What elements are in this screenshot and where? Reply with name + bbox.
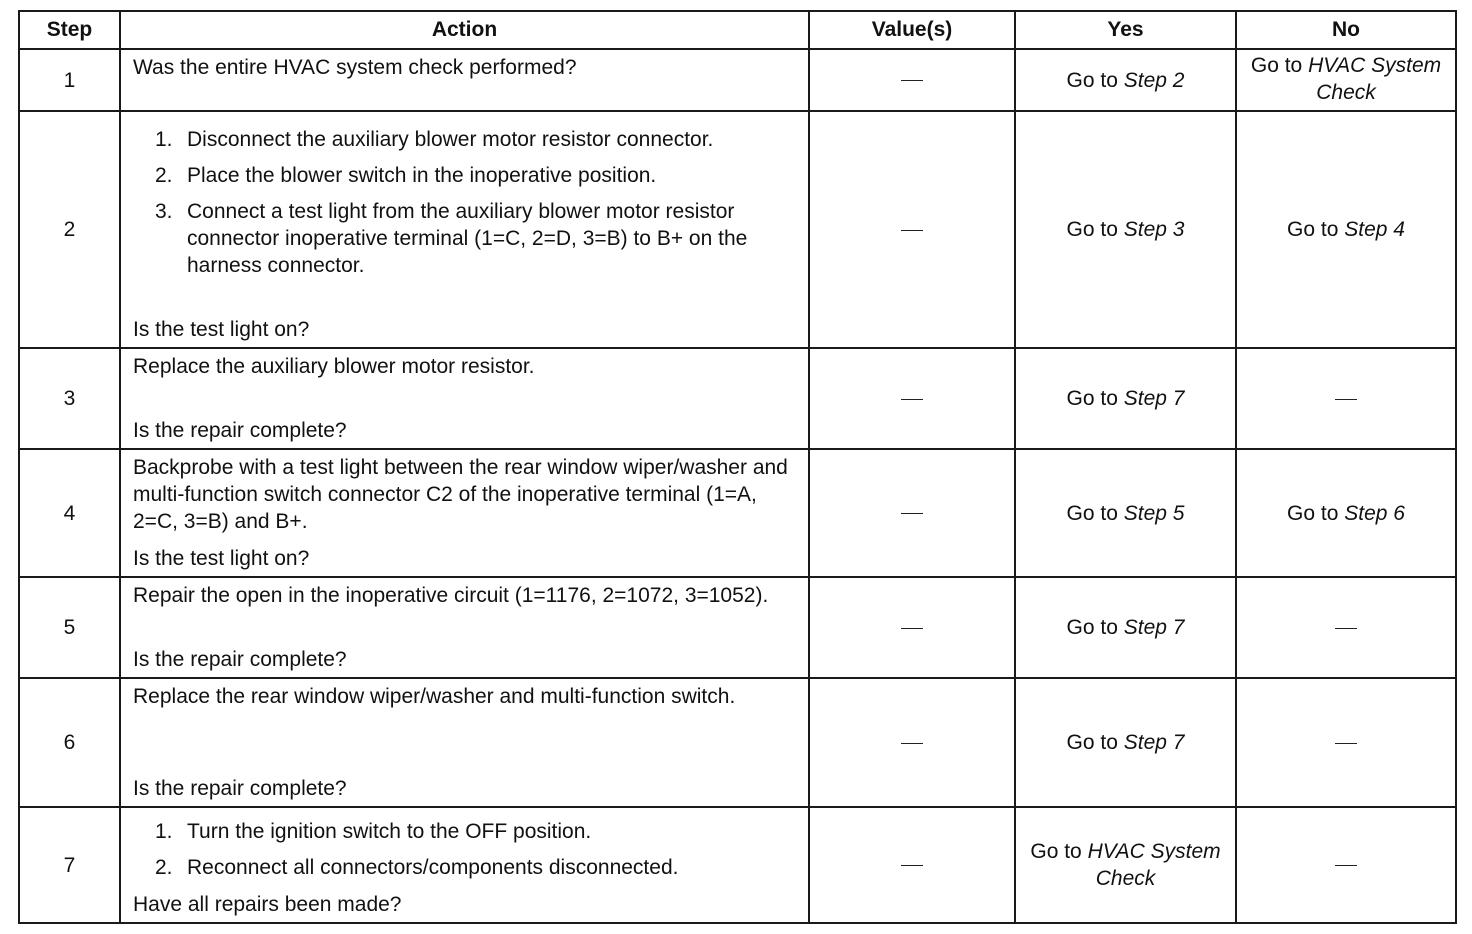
no-link[interactable]: Step 6 [1344,501,1405,525]
diagnostic-table-container [18,10,1457,924]
action-cell [120,577,809,678]
yes-cell [1015,577,1236,678]
yes-link[interactable]: Step 2 [1123,68,1185,92]
action-cell [120,807,809,923]
yes-cell [1015,807,1236,923]
value-dash [901,513,923,514]
action-cell [120,348,809,449]
no-dash [1335,628,1357,629]
no-cell [1236,678,1456,807]
value-cell [809,348,1015,449]
no-cell [1236,577,1456,678]
header-no: No [1236,11,1456,49]
value-cell [809,111,1015,348]
table-row [19,449,1456,577]
yes-cell [1015,49,1236,111]
action-list [133,818,800,890]
yes-link[interactable]: Step 7 [1123,616,1185,639]
list-item: 1. Turn the ignition switch to the OFF position. [155,820,592,843]
no-cell [1236,807,1456,923]
yes-link[interactable]: HVAC System Check [1087,840,1221,890]
yes-cell [1015,111,1236,348]
action-text: Was the entire HVAC system check performed? [133,56,577,79]
table-row [19,49,1456,111]
step-number: 4 [19,449,120,577]
value-cell [809,577,1015,678]
value-cell [809,49,1015,111]
action-question: Is the repair complete? [133,777,347,800]
yes-cell [1015,678,1236,807]
action-text: Replace the rear window wiper/washer and multi-function switch. [133,685,736,708]
header-step: Step [19,11,120,49]
yes-prefix: Go to [1066,501,1124,525]
yes-prefix: Go to [1066,68,1124,92]
yes-link[interactable]: Step 7 [1123,387,1185,410]
value-cell [809,678,1015,807]
diagnostic-table [18,10,1457,924]
value-cell [809,449,1015,577]
list-item: 2. Place the blower switch in the inoperative position. [155,164,657,187]
no-link[interactable]: HVAC System Check [1308,54,1442,104]
list-item: 2. Reconnect all connectors/components disconnected. [155,856,679,879]
action-question: Is the repair complete? [133,419,347,442]
table-row [19,348,1456,449]
no-cell [1236,49,1456,111]
yes-link[interactable]: Step 5 [1123,501,1185,525]
action-cell [120,111,809,348]
list-item: 3. Connect a test light from the auxiliary blower motor resistor connector inoperative terminal (1=C, 2=D, 3=B) to B+ on the harness connector. [155,200,748,277]
step-number: 3 [19,348,120,449]
action-question: Is the test light on? [133,547,310,570]
header-yes: Yes [1015,11,1236,49]
action-question: Have all repairs been made? [133,893,402,916]
value-dash [901,230,923,231]
no-prefix: Go to [1287,218,1345,241]
action-cell [120,449,809,577]
value-dash [901,865,923,866]
table-row [19,577,1456,678]
value-cell [809,807,1015,923]
step-number: 2 [19,111,120,348]
no-dash [1335,743,1357,744]
header-values: Value(s) [809,11,1015,49]
no-cell [1236,449,1456,577]
table-row [19,807,1456,923]
step-number: 1 [19,49,120,111]
value-dash [901,399,923,400]
step-number: 6 [19,678,120,807]
header-row [19,11,1456,49]
value-dash [901,628,923,629]
yes-prefix: Go to [1066,616,1124,639]
no-dash [1335,865,1357,866]
action-cell [120,678,809,807]
action-list [133,126,800,288]
yes-cell [1015,449,1236,577]
table-row [19,678,1456,807]
no-prefix: Go to [1250,54,1309,77]
no-link[interactable]: Step 4 [1344,218,1405,241]
value-dash [901,80,923,81]
value-dash [901,743,923,744]
yes-prefix: Go to [1066,387,1124,410]
no-cell [1236,111,1456,348]
action-cell [120,49,809,111]
yes-link[interactable]: Step 7 [1123,731,1185,754]
no-dash [1335,399,1357,400]
action-text: Backprobe with a test light between the rear window wiper/washer and multi-function switch connector C2 of the inoperative terminal (1=A, 2=C, 3=B) and B+. [133,456,788,533]
yes-link[interactable]: Step 3 [1123,218,1185,241]
yes-prefix: Go to [1030,840,1088,863]
table-row [19,111,1456,348]
step-number: 5 [19,577,120,678]
action-question: Is the repair complete? [133,648,347,671]
action-text: Replace the auxiliary blower motor resistor. [133,355,535,378]
action-question: Is the test light on? [133,318,310,341]
yes-cell [1015,348,1236,449]
header-action: Action [120,11,809,49]
action-text: Repair the open in the inoperative circuit (1=1176, 2=1072, 3=1052). [133,584,769,607]
no-prefix: Go to [1287,501,1345,525]
step-number: 7 [19,807,120,923]
yes-prefix: Go to [1066,731,1124,754]
no-cell [1236,348,1456,449]
yes-prefix: Go to [1066,218,1124,241]
list-item: 1. Disconnect the auxiliary blower motor resistor connector. [155,128,714,151]
